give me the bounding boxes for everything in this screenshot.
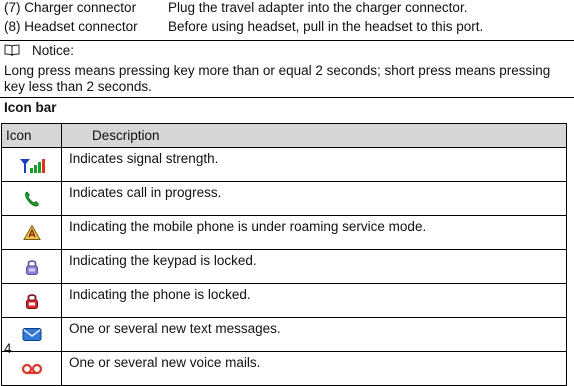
- headset-connector-row: [4, 18, 569, 36]
- row-description: Indicates signal strength.: [62, 148, 567, 182]
- icon-cell: [2, 148, 62, 182]
- book-icon: [4, 43, 20, 60]
- voicemail-icon: [2, 363, 61, 375]
- message-envelope-icon: [2, 327, 61, 342]
- table-row: [2, 284, 567, 318]
- icon-cell: [2, 182, 62, 216]
- row-description: Indicating the keypad is locked.: [62, 250, 567, 284]
- phone-call-icon: [2, 190, 61, 208]
- icon-cell: [2, 250, 62, 284]
- row-description: Indicates call in progress.: [62, 182, 567, 216]
- notice-header: [4, 43, 75, 59]
- icon-bar-title: Icon bar: [4, 100, 57, 115]
- row-description: Indicating the phone is locked.: [62, 284, 567, 318]
- phone-lock-icon: [2, 292, 61, 310]
- icon-cell: [2, 284, 62, 318]
- charger-connector-row: [4, 0, 569, 17]
- charger-connector-label: (7) Charger connector: [4, 0, 137, 15]
- table-header-row: [2, 124, 567, 148]
- page-number: 4: [4, 341, 12, 356]
- description-column-header: Description: [62, 124, 567, 148]
- icon-column-header: Icon: [2, 124, 62, 148]
- notice-box: [0, 40, 574, 98]
- table-row: [2, 182, 567, 216]
- table-row: [2, 352, 567, 386]
- icon-cell: [2, 216, 62, 250]
- table-row: [2, 216, 567, 250]
- row-description: One or several new voice mails.: [62, 352, 567, 386]
- charger-connector-desc: Plug the travel adapter into the charger connector.: [168, 0, 468, 15]
- notice-title: Notice:: [32, 43, 75, 58]
- table-row: [2, 148, 567, 182]
- row-description: Indicating the mobile phone is under roaming service mode.: [62, 216, 567, 250]
- table-row: [2, 250, 567, 284]
- table-row: [2, 318, 567, 352]
- row-description: One or several new text messages.: [62, 318, 567, 352]
- headset-connector-desc: Before using headset, pull in the headset to this port.: [168, 19, 484, 34]
- headset-connector-label: (8) Headset connector: [4, 19, 138, 34]
- keypad-lock-icon: [2, 258, 61, 276]
- roaming-warning-icon: [2, 224, 61, 241]
- signal-strength-icon: [2, 156, 61, 174]
- notice-body: Long press means pressing key more than or equal 2 seconds; short press means pressing key less than 2 seconds.: [4, 63, 551, 94]
- icon-bar-table: [1, 123, 567, 386]
